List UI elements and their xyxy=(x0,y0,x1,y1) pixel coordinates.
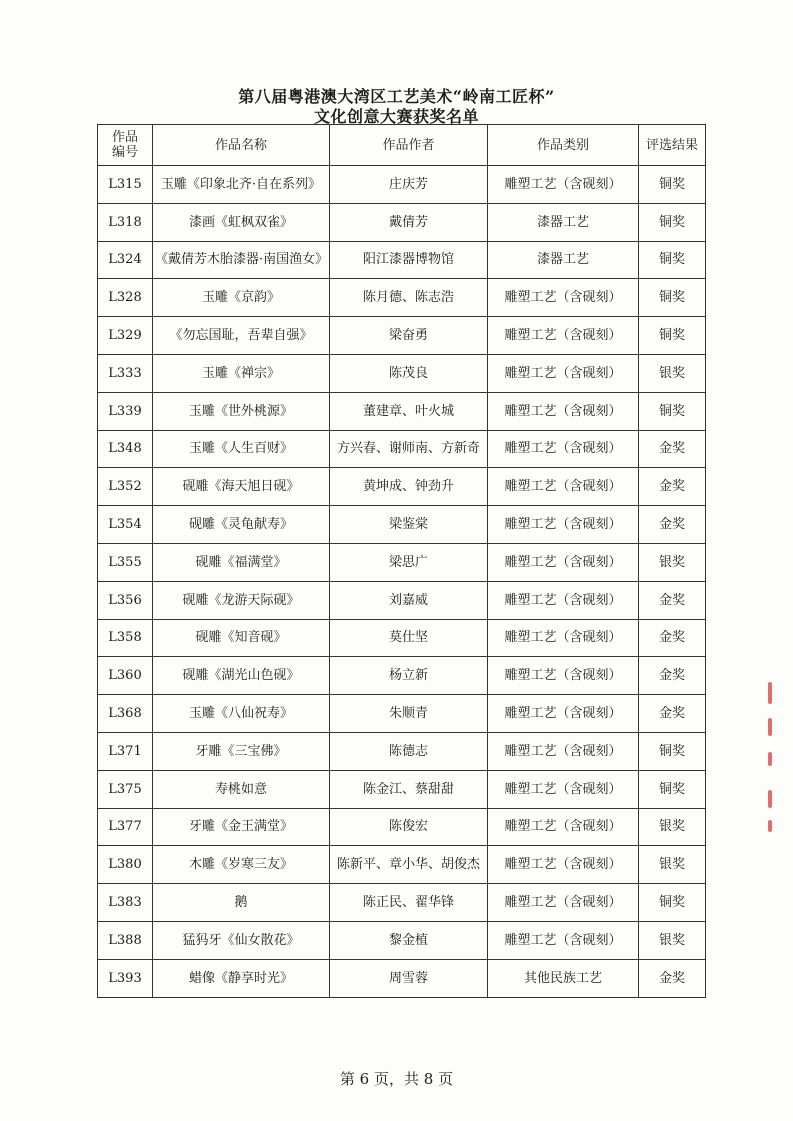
cell-author: 梁思广 xyxy=(330,543,488,581)
cell-author: 黎金植 xyxy=(330,921,488,959)
header-name: 作品名称 xyxy=(153,125,330,166)
cell-id: L315 xyxy=(98,166,153,204)
cell-name: 牙雕《三宝佛》 xyxy=(153,732,330,770)
table-row xyxy=(98,468,706,506)
table-row xyxy=(98,581,706,619)
cell-author: 陈俊宏 xyxy=(330,808,488,846)
table-row xyxy=(98,392,706,430)
table-row xyxy=(98,959,706,997)
cell-name: 寿桃如意 xyxy=(153,770,330,808)
cell-author: 周雪蓉 xyxy=(330,959,488,997)
header-author: 作品作者 xyxy=(330,125,488,166)
red-stamp-mark xyxy=(768,718,772,736)
cell-author: 黄坤成、钟劲升 xyxy=(330,468,488,506)
cell-id: L380 xyxy=(98,846,153,884)
cell-result: 金奖 xyxy=(639,430,706,468)
cell-name: 砚雕《湖光山色砚》 xyxy=(153,657,330,695)
cell-result: 铜奖 xyxy=(639,203,706,241)
cell-author: 莫仕坚 xyxy=(330,619,488,657)
cell-id: L318 xyxy=(98,203,153,241)
cell-author: 陈正民、翟华锋 xyxy=(330,884,488,922)
cell-result: 银奖 xyxy=(639,354,706,392)
cell-author: 陈德志 xyxy=(330,732,488,770)
header-category: 作品类别 xyxy=(488,125,639,166)
cell-category: 雕塑工艺（含砚刻） xyxy=(488,732,639,770)
page-footer: 第 6 页，共 8 页 xyxy=(339,1070,454,1088)
cell-id: L328 xyxy=(98,279,153,317)
red-stamp-mark xyxy=(768,752,772,766)
cell-category: 雕塑工艺（含砚刻） xyxy=(488,279,639,317)
cell-result: 金奖 xyxy=(639,468,706,506)
cell-result: 铜奖 xyxy=(639,317,706,355)
cell-result: 银奖 xyxy=(639,808,706,846)
cell-name: 砚雕《福满堂》 xyxy=(153,543,330,581)
cell-result: 金奖 xyxy=(639,959,706,997)
cell-name: 玉雕《禅宗》 xyxy=(153,354,330,392)
cell-author: 梁奋勇 xyxy=(330,317,488,355)
cell-result: 铜奖 xyxy=(639,279,706,317)
cell-result: 银奖 xyxy=(639,921,706,959)
cell-name: 牙雕《金王满堂》 xyxy=(153,808,330,846)
table-row xyxy=(98,317,706,355)
cell-result: 铜奖 xyxy=(639,166,706,204)
cell-author: 庄庆芳 xyxy=(330,166,488,204)
red-stamp-mark xyxy=(768,820,772,832)
table-row xyxy=(98,279,706,317)
cell-id: L348 xyxy=(98,430,153,468)
cell-result: 铜奖 xyxy=(639,392,706,430)
red-stamp-mark xyxy=(768,790,772,808)
cell-id: L329 xyxy=(98,317,153,355)
cell-id: L356 xyxy=(98,581,153,619)
cell-author: 陈茂良 xyxy=(330,354,488,392)
cell-id: L358 xyxy=(98,619,153,657)
cell-author: 陈月德、陈志浩 xyxy=(330,279,488,317)
cell-category: 其他民族工艺 xyxy=(488,959,639,997)
table-row xyxy=(98,657,706,695)
cell-name: 砚雕《知音砚》 xyxy=(153,619,330,657)
cell-name: 漆画《虹枫双雀》 xyxy=(153,203,330,241)
cell-name: 玉雕《八仙祝寿》 xyxy=(153,695,330,733)
cell-name: 玉雕《京韵》 xyxy=(153,279,330,317)
cell-category: 雕塑工艺（含砚刻） xyxy=(488,317,639,355)
cell-category: 雕塑工艺（含砚刻） xyxy=(488,921,639,959)
cell-result: 金奖 xyxy=(639,695,706,733)
cell-name: 砚雕《灵龟献寿》 xyxy=(153,506,330,544)
table-row xyxy=(98,884,706,922)
cell-name: 玉雕《印象北齐·自在系列》 xyxy=(153,166,330,204)
table-row xyxy=(98,203,706,241)
cell-id: L388 xyxy=(98,921,153,959)
cell-category: 雕塑工艺（含砚刻） xyxy=(488,506,639,544)
cell-id: L333 xyxy=(98,354,153,392)
cell-category: 雕塑工艺（含砚刻） xyxy=(488,392,639,430)
cell-author: 阳江漆器博物馆 xyxy=(330,241,488,279)
table-body xyxy=(98,166,706,998)
table-row xyxy=(98,166,706,204)
cell-category: 雕塑工艺（含砚刻） xyxy=(488,619,639,657)
cell-result: 金奖 xyxy=(639,581,706,619)
cell-result: 铜奖 xyxy=(639,241,706,279)
cell-id: L371 xyxy=(98,732,153,770)
cell-id: L368 xyxy=(98,695,153,733)
cell-author: 梁鉴棠 xyxy=(330,506,488,544)
cell-category: 雕塑工艺（含砚刻） xyxy=(488,581,639,619)
red-stamp-mark xyxy=(768,682,772,704)
cell-category: 雕塑工艺（含砚刻） xyxy=(488,354,639,392)
cell-name: 蜡像《静享时光》 xyxy=(153,959,330,997)
cell-name: 鹅 xyxy=(153,884,330,922)
cell-id: L360 xyxy=(98,657,153,695)
cell-category: 雕塑工艺（含砚刻） xyxy=(488,846,639,884)
cell-author: 杨立新 xyxy=(330,657,488,695)
cell-result: 银奖 xyxy=(639,543,706,581)
cell-result: 铜奖 xyxy=(639,884,706,922)
cell-author: 戴倩芳 xyxy=(330,203,488,241)
cell-category: 雕塑工艺（含砚刻） xyxy=(488,695,639,733)
cell-name: 玉雕《人生百财》 xyxy=(153,430,330,468)
awards-table xyxy=(97,124,706,998)
header-id: 作品编号 xyxy=(98,125,153,166)
cell-name: 《戴倩芳木胎漆器·南国渔女》 xyxy=(153,241,330,279)
cell-id: L324 xyxy=(98,241,153,279)
table-row xyxy=(98,846,706,884)
cell-result: 银奖 xyxy=(639,846,706,884)
table-row xyxy=(98,770,706,808)
table-row xyxy=(98,354,706,392)
cell-result: 金奖 xyxy=(639,619,706,657)
cell-name: 砚雕《龙游天际砚》 xyxy=(153,581,330,619)
cell-name: 《勿忘国耻，吾辈自强》 xyxy=(153,317,330,355)
cell-id: L339 xyxy=(98,392,153,430)
cell-category: 雕塑工艺（含砚刻） xyxy=(488,166,639,204)
cell-id: L375 xyxy=(98,770,153,808)
document-title-line1: 第八届粤港澳大湾区工艺美术“岭南工匠杯” xyxy=(238,87,555,106)
cell-category: 漆器工艺 xyxy=(488,203,639,241)
cell-author: 陈金江、蔡甜甜 xyxy=(330,770,488,808)
cell-category: 雕塑工艺（含砚刻） xyxy=(488,808,639,846)
cell-result: 铜奖 xyxy=(639,770,706,808)
cell-category: 雕塑工艺（含砚刻） xyxy=(488,543,639,581)
cell-result: 铜奖 xyxy=(639,732,706,770)
cell-category: 漆器工艺 xyxy=(488,241,639,279)
cell-author: 方兴春、谢师南、方新奇 xyxy=(330,430,488,468)
table-row xyxy=(98,921,706,959)
table-row xyxy=(98,543,706,581)
cell-name: 猛犸牙《仙女散花》 xyxy=(153,921,330,959)
table-row xyxy=(98,695,706,733)
cell-id: L393 xyxy=(98,959,153,997)
cell-category: 雕塑工艺（含砚刻） xyxy=(488,770,639,808)
table-row xyxy=(98,732,706,770)
cell-id: L352 xyxy=(98,468,153,506)
header-result: 评选结果 xyxy=(639,125,706,166)
table-row xyxy=(98,506,706,544)
cell-author: 刘嘉威 xyxy=(330,581,488,619)
cell-id: L355 xyxy=(98,543,153,581)
cell-category: 雕塑工艺（含砚刻） xyxy=(488,657,639,695)
table-row xyxy=(98,619,706,657)
cell-id: L383 xyxy=(98,884,153,922)
table-row xyxy=(98,808,706,846)
table-header-row xyxy=(98,125,706,166)
table-row xyxy=(98,430,706,468)
cell-name: 木雕《岁寒三友》 xyxy=(153,846,330,884)
cell-result: 金奖 xyxy=(639,657,706,695)
cell-id: L354 xyxy=(98,506,153,544)
cell-category: 雕塑工艺（含砚刻） xyxy=(488,430,639,468)
cell-author: 朱顺青 xyxy=(330,695,488,733)
cell-author: 陈新平、章小华、胡俊杰 xyxy=(330,846,488,884)
cell-author: 董建章、叶火城 xyxy=(330,392,488,430)
table-row xyxy=(98,241,706,279)
cell-category: 雕塑工艺（含砚刻） xyxy=(488,468,639,506)
cell-result: 金奖 xyxy=(639,506,706,544)
cell-id: L377 xyxy=(98,808,153,846)
cell-category: 雕塑工艺（含砚刻） xyxy=(488,884,639,922)
cell-name: 砚雕《海天旭日砚》 xyxy=(153,468,330,506)
document-title-line2: 文化创意大赛获奖名单 xyxy=(313,107,479,126)
cell-name: 玉雕《世外桃源》 xyxy=(153,392,330,430)
